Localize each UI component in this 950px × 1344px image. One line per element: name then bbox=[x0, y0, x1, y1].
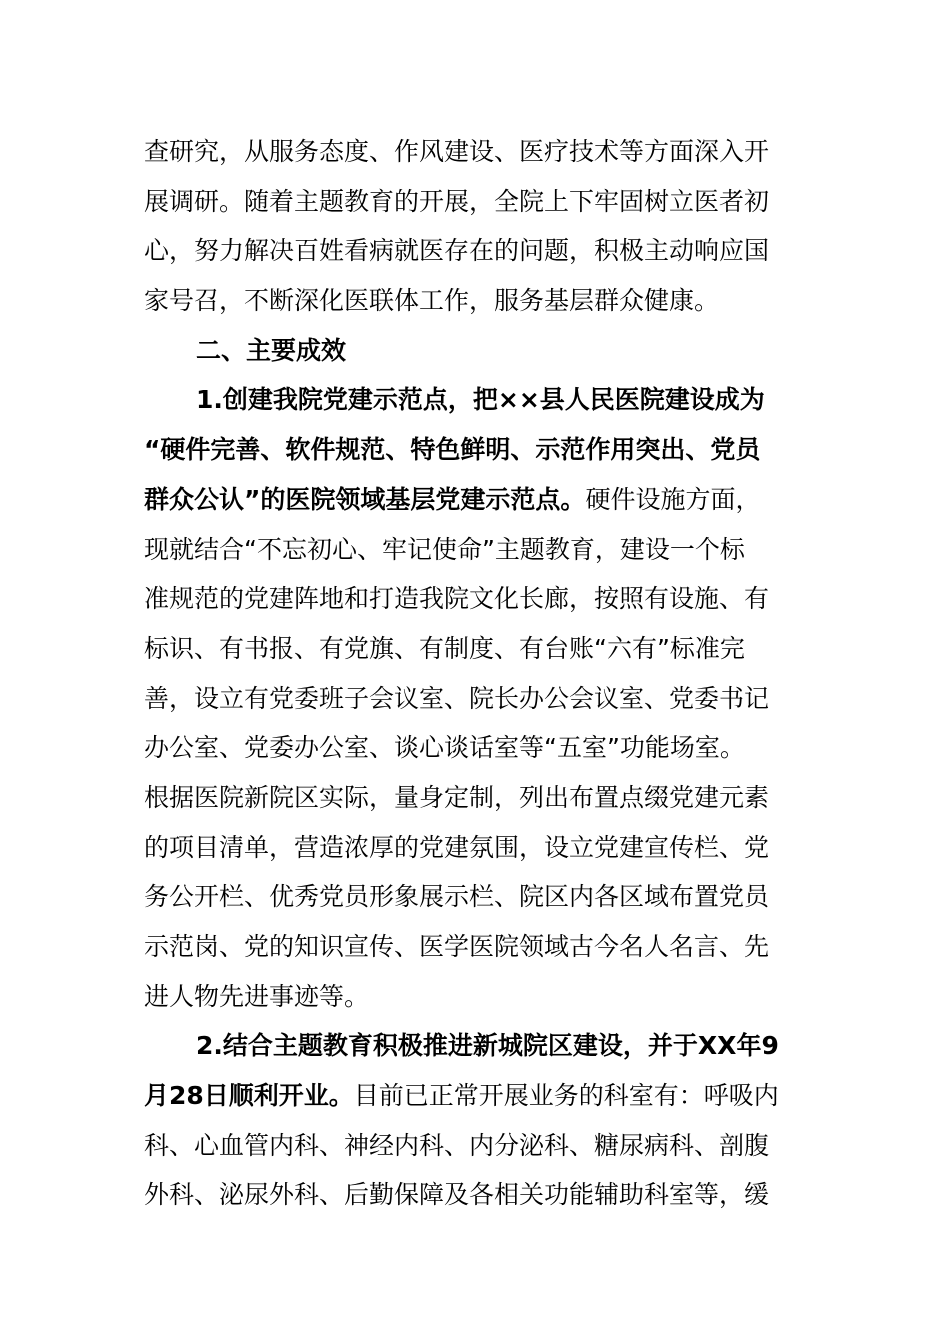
paragraph-line: 外科、泌尿外科、后勤保障及各相关功能辅助科室等，缓 bbox=[144, 1180, 770, 1210]
paragraph-line: 展调研。随着主题教育的开展，全院上下牢固树立医者初 bbox=[144, 186, 770, 216]
paragraph-line: 查研究，从服务态度、作风建设、医疗技术等方面深入开 bbox=[144, 137, 770, 166]
paragraph-line: 示范岗、党的知识宣传、医学医院领域古今名人名言、先 bbox=[144, 932, 770, 961]
item1-heading-tail: 群众公认”的医院领域基层党建示范点。 bbox=[144, 484, 586, 514]
section-heading: 二、主要成效 bbox=[196, 335, 347, 365]
item1-heading-line: “硬件完善、软件规范、特色鲜明、示范作用突出、党员 bbox=[144, 435, 761, 465]
paragraph-line: 准规范的党建阵地和打造我院文化长廊，按照有设施、有 bbox=[144, 584, 770, 614]
item1-heading-line: 1.创建我院党建示范点，把××县人民医院建设成为 bbox=[196, 385, 765, 415]
document-body bbox=[144, 127, 806, 1220]
item1-text-start: 硬件设施方面， bbox=[585, 484, 761, 514]
paragraph-line: 现就结合“不忘初心、牢记使命”主题教育，建设一个标 bbox=[144, 534, 745, 564]
item2-mixed-line bbox=[144, 1071, 806, 1121]
item1-mixed-line bbox=[144, 475, 806, 525]
paragraph-line: 标识、有书报、有党旗、有制度、有台账“六有”标准完 bbox=[144, 633, 745, 663]
paragraph-line: 务公开栏、优秀党员形象展示栏、院区内各区域布置党员 bbox=[144, 882, 770, 912]
paragraph-line: 心，努力解决百姓看病就医存在的问题，积极主动响应国 bbox=[144, 236, 770, 266]
paragraph-line: 办公室、党委办公室、谈心谈话室等“五室”功能场室。 bbox=[144, 733, 745, 763]
paragraph-line: 善，设立有党委班子会议室、院长办公会议室、党委书记 bbox=[144, 683, 770, 713]
item2-heading-tail: 月28日顺利开业。 bbox=[144, 1081, 354, 1111]
item2-heading-line: 2.结合主题教育积极推进新城院区建设，并于XX年9 bbox=[196, 1031, 779, 1061]
paragraph-line: 的项目清单，营造浓厚的党建氛围，设立党建宣传栏、党 bbox=[144, 832, 770, 862]
paragraph-line: 家号召，不断深化医联体工作，服务基层群众健康。 bbox=[144, 286, 720, 316]
paragraph-line: 进人物先进事迹等。 bbox=[144, 981, 370, 1011]
item2-text-start: 目前已正常开展业务的科室有：呼吸内 bbox=[353, 1081, 779, 1111]
paragraph-line: 科、心血管内科、神经内科、内分泌科、糖尿病科、剖腹 bbox=[144, 1130, 770, 1160]
paragraph-line: 根据医院新院区实际，量身定制，列出布置点缀党建元素 bbox=[144, 782, 770, 812]
